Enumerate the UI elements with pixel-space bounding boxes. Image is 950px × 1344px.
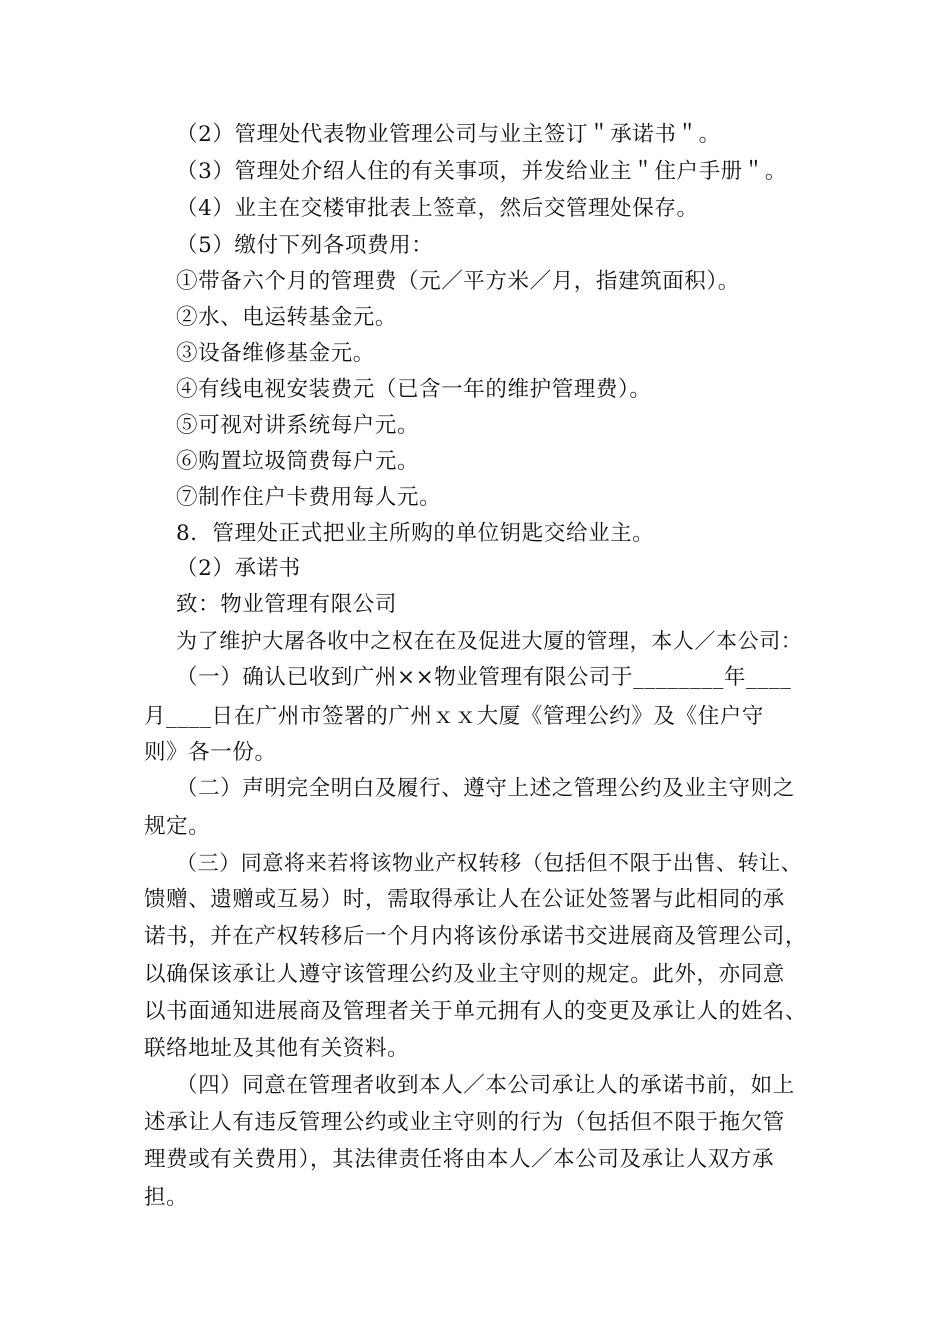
text-line: （3）管理处介绍人住的有关事项，并发给业主＂住户手册＂。	[176, 159, 787, 184]
text-line: 月____日在广州市签署的广州ｘｘ大厦《管理公约》及《住户守	[144, 704, 765, 729]
text-line: ③设备维修基金元。	[176, 341, 375, 366]
text-line: （一）确认已收到广州××物业管理有限公司于________年____	[176, 665, 792, 690]
text-line: ⑥购置垃圾筒费每户元。	[176, 449, 420, 474]
text-line: 则》各一份。	[144, 740, 277, 765]
text-line: ②水、电运转基金元。	[176, 305, 398, 330]
text-line: 致：物业管理有限公司	[176, 592, 398, 617]
text-line: （2）管理处代表物业管理公司与业主签订＂承诺书＂。	[176, 122, 721, 147]
text-line: 8．管理处正式把业主所购的单位钥匙交给业主。	[176, 521, 655, 546]
text-line: 馈赠、遗赠或互易）时，需取得承让人在公证处签署与此相同的承	[144, 887, 785, 912]
text-line: 联络地址及其他有关资料。	[144, 1036, 410, 1061]
text-line: 理费或有关费用），其法律责任将由本人／本公司及承让人双方承	[144, 1147, 775, 1172]
text-line: ④有线电视安装费元（已含一年的维护管理费）。	[176, 377, 652, 402]
text-line: （二）声明完全明白及履行、遵守上述之管理公约及业主守则之	[176, 776, 795, 801]
text-line: （四）同意在管理者收到本人／本公司承让人的承诺书前，如上	[176, 1073, 795, 1098]
text-line: 为了维护大屠各收中之权在在及促进大厦的管理，本人／本公司：	[176, 629, 803, 653]
text-line: ⑤可视对讲系统每户元。	[176, 413, 420, 438]
text-line: （4）业主在交楼审批表上签章，然后交管理处保存。	[176, 196, 699, 221]
text-line: （三）同意将来若将该物业产权转移（包括但不限于出售、转让、	[176, 851, 803, 875]
text-line: （2）承诺书	[176, 556, 301, 581]
text-line: 以书面通知进展商及管理者关于单元拥有人的变更及承让人的姓名、	[144, 999, 808, 1024]
text-line: ⑦制作住户卡费用每人元。	[176, 485, 442, 510]
text-line: ①带备六个月的管理费（元／平方米／月，指建筑面积）。	[176, 269, 740, 294]
text-line: 以确保该承让人遵守该管理公约及业主守则的规定。此外，亦同意	[144, 962, 785, 987]
text-line: 规定。	[144, 814, 211, 839]
text-line: 诺书，并在产权转移后一个月内将该份承诺书交进展商及管理公司，	[144, 924, 808, 949]
text-line: 述承让人有违反管理公约或业主守则的行为（包括但不限于拖欠管	[144, 1110, 785, 1135]
text-line: （5）缴付下列各项费用：	[176, 233, 434, 258]
text-line: 担。	[144, 1185, 189, 1210]
